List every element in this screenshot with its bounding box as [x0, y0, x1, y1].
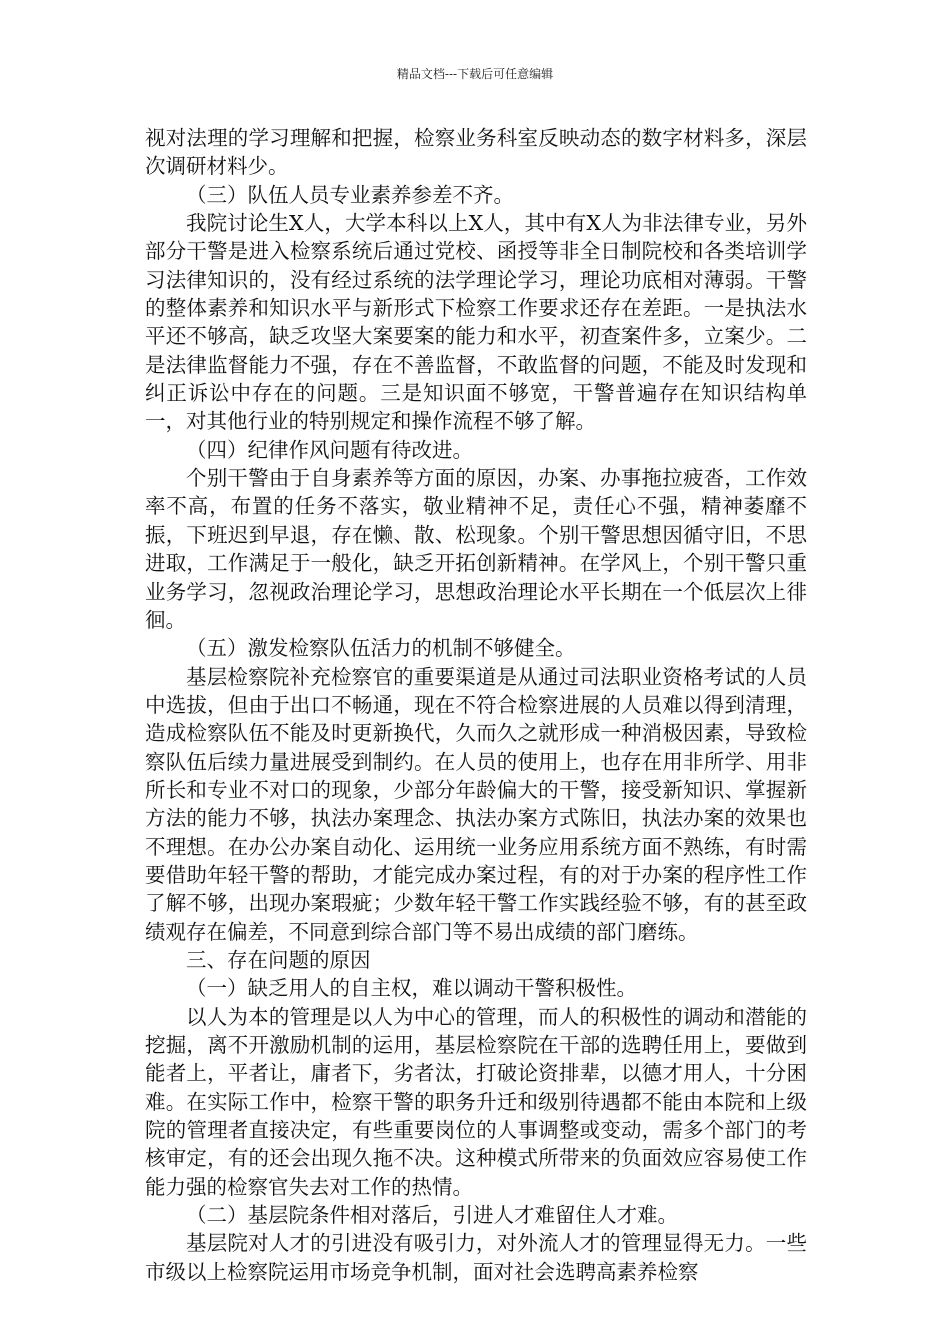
page-header-note: 精品文档---下载后可任意编辑 — [396, 67, 554, 81]
document-body — [145, 124, 807, 1286]
section-heading-3: （三）队伍人员专业素养参差不齐。 — [186, 182, 514, 207]
section-heading-2: （二）基层院条件相对落后，引进人才难留住人才难。 — [186, 1203, 678, 1228]
paragraph-body: 基层检察院补充检察官的重要渠道是从通过司法职业资格考试的人员中选拔，但由于出口不畅通，现在不符合检察进展的人员难以得到清理，造成检察队伍不能及时更新换代，久而久之就形成一种消极因素，导致检察队伍后续力量进展受到制约。在人员的使用上，也存在用非所学、用非所长和专业不对口的现象，少部分年龄偏大的干警，接受新知识、掌握新方法的能力不够，执法办案理念、执法办案方式陈旧，执法办案的效果也不理想。在办公办案自动化、运用统一业务应用系统方面不熟练，有时需要借助年轻干警的帮助，才能完成办案过程，有的对于办案的程序性工作了解不够，出现办案瑕疵；少数年轻干警工作实践经验不够，有的甚至政绩观存在偏差，不同意到综合部门等不易出成绩的部门磨练。 — [145, 664, 807, 944]
paragraph-body: 个别干警由于自身素养等方面的原因，办案、办事拖拉疲沓，工作效率不高，布置的任务不落实，敬业精神不足，责任心不强，精神萎靡不振，下班迟到早退，存在懒、散、松现象。个别干警思想因循守旧，不思进取，工作满足于一般化，缺乏开拓创新精神。在学风上，个别干警只重业务学习，忽视政治理论学习，思想政治理论水平长期在一个低层次上徘徊。 — [145, 466, 807, 632]
section-heading-1: （一）缺乏用人的自主权，难以调动干警积极性。 — [186, 976, 637, 1001]
paragraph-body: 以人为本的管理是以人为中心的管理，而人的积极性的调动和潜能的挖掘，离不开激励机制的运用，基层检察院在干部的选聘任用上，要做到能者上，平者让，庸者下，劣者汰，打破论资排辈，以德才用人，十分困难。在实际工作中，检察干警的职务升迁和级别待遇都不能由本院和上级院的管理者直接决定，有些重要岗位的人事调整或变动，需多个部门的考核审定，有的还会出现久拖不决。这种模式所带来的负面效应容易使工作能力强的检察官失去对工作的热情。 — [145, 1004, 807, 1199]
chapter-heading-reasons: 三、存在问题的原因 — [186, 947, 371, 972]
section-heading-5: （五）激发检察队伍活力的机制不够健全。 — [186, 636, 576, 661]
paragraph-body: 基层院对人才的引进没有吸引力，对外流人才的管理显得无力。一些市级以上检察院运用市场竞争机制，面对社会选聘高素养检察 — [145, 1231, 807, 1284]
section-heading-4: （四）纪律作风问题有待改进。 — [186, 437, 473, 462]
paragraph-continued: 视对法理的学习理解和把握，检察业务科室反映动态的数字材料多，深层次调研材料少。 — [145, 126, 807, 179]
paragraph-body: 我院讨论生X人，大学本科以上X人，其中有X人为非法律专业，另外部分干警是进入检察系统后通过党校、函授等非全日制院校和各类培训学习法律知识的，没有经过系统的法学理论学习，理论功底相对薄弱。干警的整体素养和知识水平与新形式下检察工作要求还存在差距。一是执法水平还不够高，缺乏攻坚大案要案的能力和水平，初查案件多，立案少。二是法律监督能力不强，存在不善监督，不敢监督的问题，不能及时发现和纠正诉讼中存在的问题。三是知识面不够宽，干警普遍存在知识结构单一，对其他行业的特别规定和操作流程不够了解。 — [145, 211, 807, 434]
